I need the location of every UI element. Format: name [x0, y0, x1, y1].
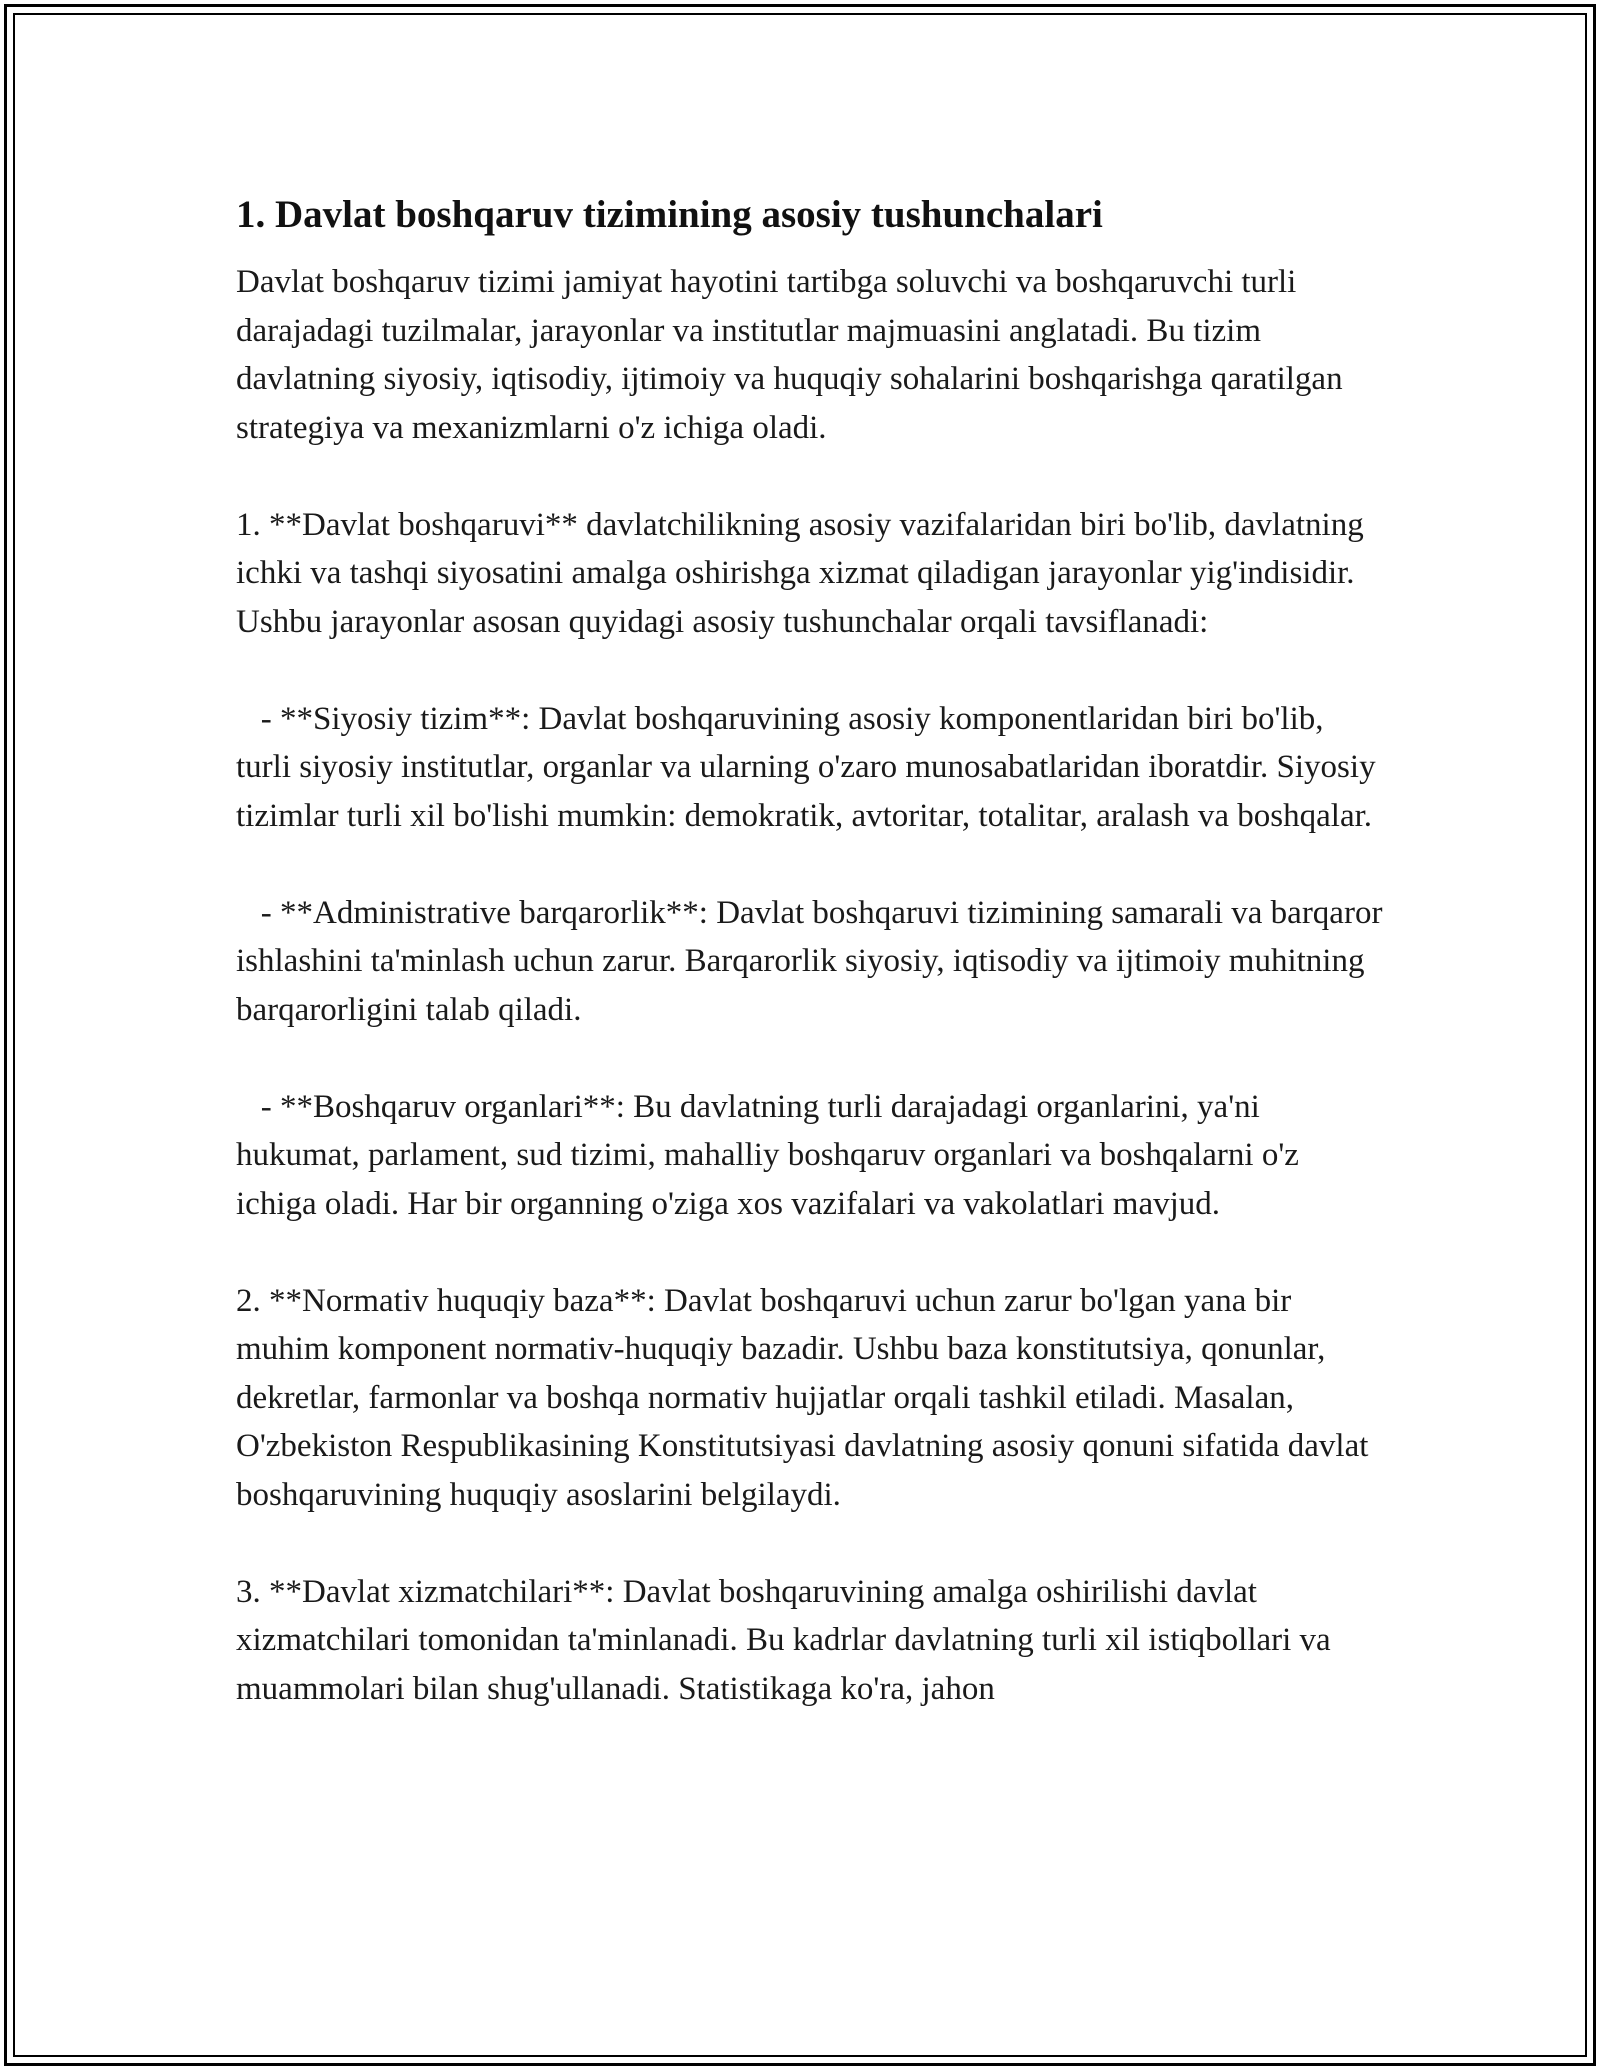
- paragraph-item-1: 1. **Davlat boshqaruvi** davlatchilikning asosiy vazifalaridan biri bo'lib, davlatning ichki va tashqi siyosatini amalga oshirishga xizmat qiladigan jarayonlar yig'indisidir. Ushbu jarayonlar asosan quyidagi asosiy tushunchalar orqali tavsiflanadi:: [236, 506, 1372, 640]
- section-heading: 1. Davlat boshqaruv tizimining asosiy tushunchalari: [236, 193, 1103, 236]
- paragraph-item-3: 3. **Davlat xizmatchilari**: Davlat boshqaruvining amalga oshirilishi davlat xizmatchilari tomonidan ta'minlanadi. Bu kadrlar davlatning turli xil istiqbollari va muammolari bilan shug'ullanadi. Statistikaga ko'ra, jahon: [236, 1573, 1339, 1707]
- paragraph-intro: Davlat boshqaruv tizimi jamiyat hayotini tartibga soluvchi va boshqaruvchi turli darajadagi tuzilmalar, jarayonlar va institutlar majmuasini anglatadi. Bu tizim davlatning siyosiy, iqtisodiy, ijtimoiy va huquqiy sohalarini boshqarishga qaratilgan strategiya va mexanizmlarni o'z ichiga oladi.: [236, 264, 1351, 446]
- paragraph-subitem-barqarorlik: - **Administrative barqarorlik**: Davlat boshqaruvi tizimining samarali va barqaror ishlashini ta'minlash uchun zarur. Barqarorlik siyosiy, iqtisodiy va ijtimoiy muhitning barqarorligini talab qiladi.: [236, 894, 1391, 1028]
- paragraph-subitem-siyosiy-tizim: - **Siyosiy tizim**: Davlat boshqaruvining asosiy komponentlaridan biri bo'lib, turli siyosiy institutlar, organlar va ularning o'zaro munosabatlaridan iboratdir. Siyosiy tizimlar turli xil bo'lishi mumkin: demokratik, avtoritar, totalitar, aralash va boshqalar.: [236, 700, 1384, 834]
- paragraph-item-2: 2. **Normativ huquqiy baza**: Davlat boshqaruvi uchun zarur bo'lgan yana bir muhim komponent normativ-huquqiy bazadir. Ushbu baza konstitutsiya, qonunlar, dekretlar, farmonlar va boshqa normativ hujjatlar orqali tashkil etiladi. Masalan, O'zbekiston Respublikasining Konstitutsiyasi davlatning asosiy qonuni sifatida davlat boshqaruvining huquqiy asoslarini belgilaydi.: [236, 1282, 1377, 1513]
- paragraph-subitem-organlar: - **Boshqaruv organlari**: Bu davlatning turli darajadagi organlarini, ya'ni hukumat, parlament, sud tizimi, mahalliy boshqaruv organlari va boshqalarni o'z ichiga oladi. Har bir organning o'ziga xos vazifalari va vakolatlari mavjud.: [236, 1088, 1308, 1222]
- document-body: [236, 190, 1391, 1762]
